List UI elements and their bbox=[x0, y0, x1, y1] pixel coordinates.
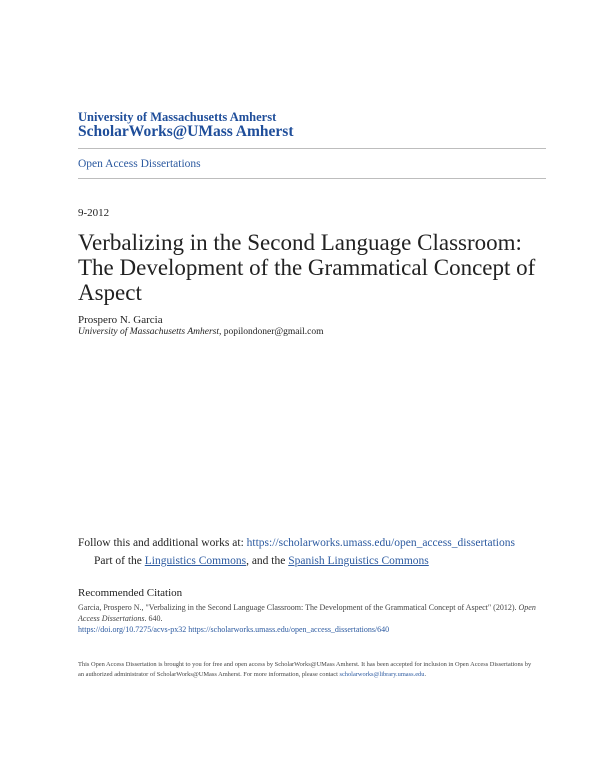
follow-prefix: Follow this and additional works at: bbox=[78, 537, 247, 549]
university-name[interactable]: University of Massachusetts Amherst bbox=[78, 110, 277, 124]
doi-link[interactable]: https://doi.org/10.7275/acvs-px32 bbox=[78, 625, 187, 634]
affiliation-email: , popilondoner@gmail.com bbox=[219, 327, 324, 337]
footer-text: This Open Access Dissertation is brought to you for free and open access by ScholarWorks@UMass Amherst. It has been accepted for inclusion in Open Access Dissertations by an authorized administrator of ScholarWorks@UMass Amherst. For more information, please contact bbox=[78, 661, 532, 678]
author-name: Prospero N. Garcia bbox=[78, 314, 163, 326]
citation-url-link[interactable]: https://scholarworks.umass.edu/open_access_dissertations/640 bbox=[186, 625, 390, 634]
part-of-prefix: Part of the bbox=[94, 555, 145, 567]
document-title: Verbalizing in the Second Language Classroom: The Development of the Grammatical Concept of Aspect bbox=[78, 230, 536, 305]
citation-heading: Recommended Citation bbox=[78, 587, 183, 599]
contact-email-link[interactable]: scholarworks@library.umass.edu bbox=[339, 671, 425, 678]
author-affiliation bbox=[78, 327, 324, 337]
citation-journal: Open Access Dissertations bbox=[78, 603, 536, 623]
linguistics-commons-link[interactable]: Linguistics Commons bbox=[144, 555, 247, 567]
and-the-text: , and the bbox=[246, 555, 289, 567]
footer-notice bbox=[78, 660, 538, 680]
affiliation-institution: University of Massachusetts Amherst bbox=[78, 327, 219, 337]
series-link[interactable]: Open Access Dissertations bbox=[78, 158, 201, 170]
footer-end: . bbox=[424, 671, 427, 678]
repository-name[interactable]: ScholarWorks@UMass Amherst bbox=[78, 123, 294, 140]
spanish-linguistics-commons-link[interactable]: Spanish Linguistics Commons bbox=[288, 555, 429, 567]
series-divider bbox=[78, 178, 546, 179]
publication-date: 9-2012 bbox=[78, 207, 110, 219]
follow-line bbox=[78, 537, 515, 549]
citation-number: . 640. bbox=[144, 614, 163, 623]
follow-url-link[interactable]: https://scholarworks.umass.edu/open_access_dissertations bbox=[246, 537, 515, 549]
citation-text bbox=[78, 602, 546, 635]
header-divider bbox=[78, 148, 546, 149]
citation-line: Garcia, Prospero N., "Verbalizing in the Second Language Classroom: The Development of the Grammatical Concept of Aspect" (2012). bbox=[78, 603, 519, 612]
part-of-line bbox=[94, 555, 429, 567]
